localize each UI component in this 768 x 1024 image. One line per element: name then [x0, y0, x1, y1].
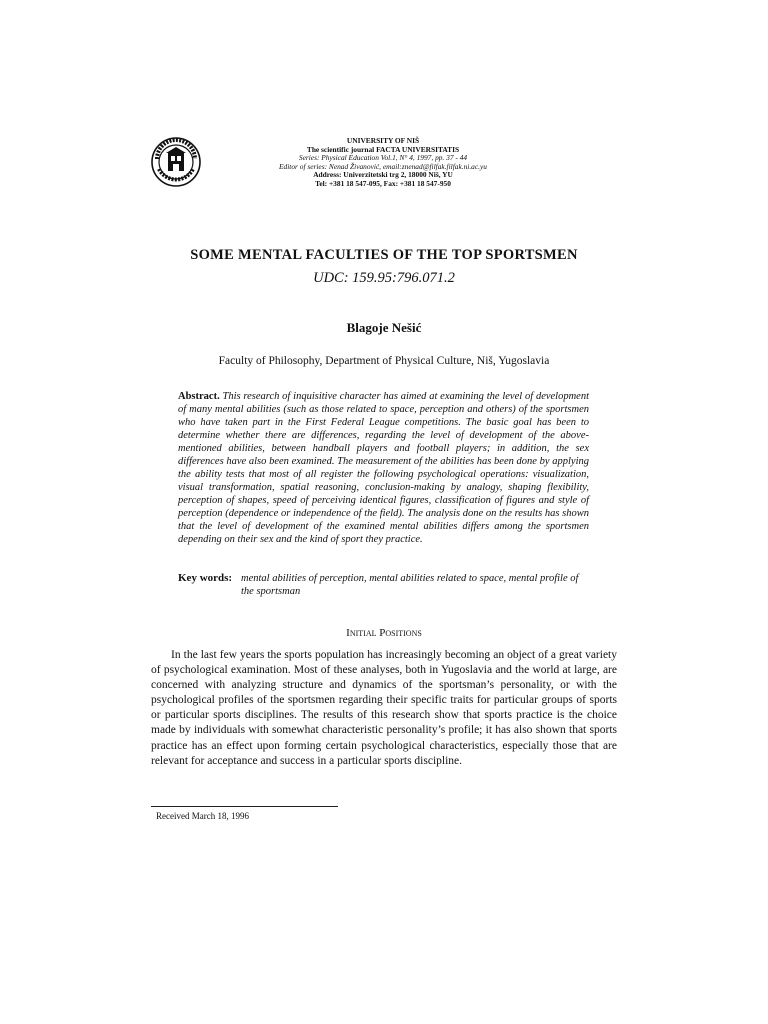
- abstract-text: This research of inquisitive character has aimed at examining the level of development of many mental abilities (such as those related to space, perception and others) of the sportsmen who have taken part in the First Federal League competitions. The basic goal has been to determine whether there are differences, regarding the level of development of the above-mentioned abilities, between handball players and football players; in addition, the sex differences have also been examined. The measurement of the abilities has been done by applying the ability tests that most of all register the following psychological operations: visualization, visual transformation, spatial reasoning, conclusion-making by analogy, shaping flexibility, perception of shapes, speed of perceiving identical figures, classification of figures and style of perception (dependence or independence of the field). The analysis done on the results has shown that the level of development of the examined mental abilities differs among the sportsmen depending on their sex and the kind of sport they practice.: [178, 391, 589, 545]
- university-seal-icon: [151, 137, 201, 187]
- body-paragraph: In the last few years the sports population has increasingly becoming an object of a great variety of psychological examination. Most of these analyses, both in Yugoslavia and the world at large, are concerned with analyzing structure and dynamics of the sportsman’s personality, or with the psychological profiles of the sportsmen regarding their specific traits for particular groups of sports or particular sports disciplines. The results of this research show that sports practice is the choice made by individuals with somewhat characteristic personality’s profile; it has also shown that sports practice has an effect upon forming certain psychological characteristics, especially those that are relevant for acceptance and success in a particular sports discipline.: [151, 649, 617, 767]
- paper-author: Blagoje Nešić: [346, 320, 422, 335]
- keywords-text: mental abilities of perception, mental abilities related to space, mental profile of the sportsman: [241, 573, 579, 597]
- section-heading: Initial Positions: [346, 627, 422, 639]
- abstract-block: [178, 390, 589, 546]
- keywords-label: Key words:: [178, 572, 233, 584]
- masthead-journal: The scientific journal FACTA UNIVERSITATIS: [306, 144, 460, 154]
- masthead-address: Address: Univerzitetski trg 2, 18000 Niš, YU: [313, 170, 453, 180]
- footnote-received: Received March 18, 1996: [156, 811, 249, 821]
- masthead-series: Series: Physical Education Vol.1, N° 4, 1997, pp. 37 - 44: [298, 153, 468, 163]
- masthead-editor: Editor of series: Nenad Živanović, email:znenad@filfak.filfak.ni.ac.yu: [279, 161, 487, 171]
- journal-masthead: [230, 137, 536, 189]
- keywords-block: [178, 572, 589, 598]
- paper-udc: UDC: 159.95:796.071.2: [313, 270, 455, 286]
- masthead-phone: Tel: +381 18 547-095, Fax: +381 18 547-950: [315, 178, 451, 188]
- masthead-university: UNIVERSITY OF NIŠ: [346, 136, 420, 145]
- abstract-label: Abstract.: [178, 391, 220, 402]
- paper-title: SOME MENTAL FACULTIES OF THE TOP SPORTSMEN: [190, 247, 578, 263]
- paper-affiliation: Faculty of Philosophy, Department of Physical Culture, Niš, Yugoslavia: [218, 355, 550, 367]
- footnote-divider: [151, 806, 338, 807]
